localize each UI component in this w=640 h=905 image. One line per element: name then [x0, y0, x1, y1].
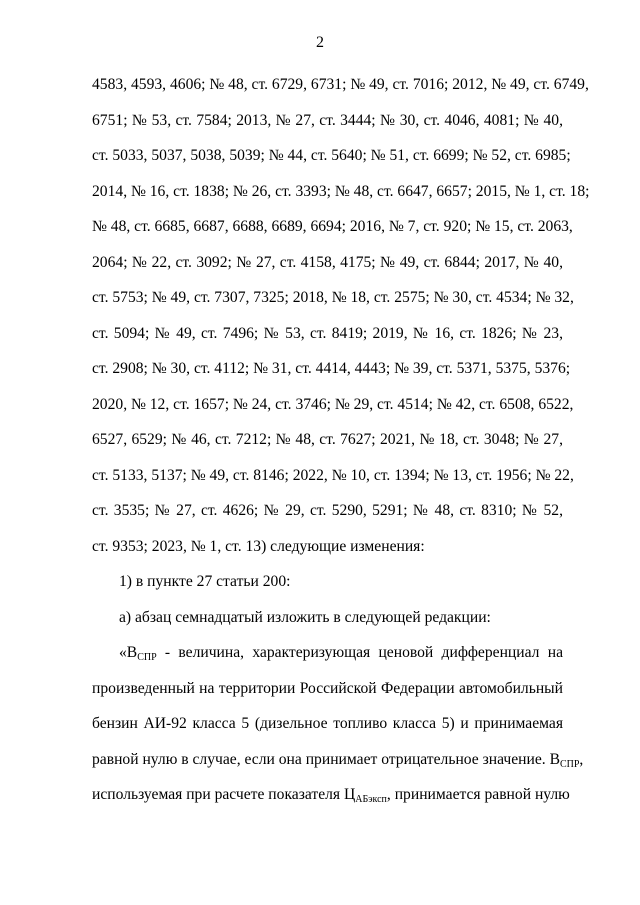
citation-line: ст. 9353; 2023, № 1, ст. 13) следующие изменения:: [92, 538, 425, 555]
subscript: СПР: [137, 652, 157, 663]
item-1: 1) в пункте 27 статьи 200:: [119, 573, 291, 590]
citation-line: 4583, 4593, 4606; № 48, ст. 6729, 6731; № 49, ст. 7016; 2012, № 49, ст. 6749,: [92, 76, 589, 93]
definition-text: используемая при расчете показателя Ц: [92, 786, 356, 803]
citation-line: 6751; № 53, ст. 7584; 2013, № 27, ст. 3444; № 30, ст. 4046, 4081; № 40,: [92, 112, 563, 129]
definition-line-5: [92, 785, 570, 805]
page-number: 2: [316, 34, 324, 51]
citation-line: 2014, № 16, ст. 1838; № 26, ст. 3393; № 48, ст. 6647, 6657; 2015, № 1, ст. 18;: [92, 183, 590, 200]
citation-line: ст. 5133, 5137; № 49, ст. 8146; 2022, № 10, ст. 1394; № 13, ст. 1956; № 22,: [92, 467, 574, 484]
definition-line-4: [92, 750, 584, 770]
citation-line: ст. 5033, 5037, 5038, 5039; № 44, ст. 5640; № 51, ст. 6699; № 52, ст. 6985;: [92, 147, 571, 164]
citation-line: ст. 3535; № 27, ст. 4626; № 29, ст. 5290, 5291; № 48, ст. 8310; № 52,: [92, 502, 563, 519]
definition-line-1: [119, 643, 563, 663]
definition-text: , принимается равной нулю: [386, 786, 570, 803]
citation-line: 2064; № 22, ст. 3092; № 27, ст. 4158, 4175; № 49, ст. 6844; 2017, № 40,: [92, 254, 563, 271]
subscript: АБэксп: [355, 794, 387, 805]
definition-symbol: «В: [119, 644, 138, 661]
definition-text: - величина, характеризующая ценовой дифференциал на: [156, 644, 563, 661]
item-a: а) абзац семнадцатый изложить в следующей редакции:: [119, 609, 491, 626]
citation-line: 2020, № 12, ст. 1657; № 24, ст. 3746; № 29, ст. 4514; № 42, ст. 6508, 6522,: [92, 396, 574, 413]
citation-line: ст. 2908; № 30, ст. 4112; № 31, ст. 4414, 4443; № 39, ст. 5371, 5375, 5376;: [92, 360, 571, 377]
citation-line: ст. 5094; № 49, ст. 7496; № 53, ст. 8419; 2019, № 16, ст. 1826; № 23,: [92, 325, 563, 342]
citation-line: 6527, 6529; № 46, ст. 7212; № 48, ст. 7627; 2021, № 18, ст. 3048; № 27,: [92, 431, 563, 448]
citation-line: № 48, ст. 6685, 6687, 6688, 6689, 6694; 2016, № 7, ст. 920; № 15, ст. 2063,: [92, 218, 573, 235]
definition-text: равной нулю в случае, если она принимает отрицательное значение. В: [92, 751, 560, 768]
subscript: СПР: [559, 759, 580, 770]
citation-line: ст. 5753; № 49, ст. 7307, 7325; 2018, № 18, ст. 2575; № 30, ст. 4534; № 32,: [92, 289, 574, 306]
definition-text: ,: [579, 751, 584, 768]
definition-line-2: произведенный на территории Российской Федерации автомобильный: [92, 680, 563, 697]
definition-line-3: бензин АИ-92 класса 5 (дизельное топливо класса 5) и принимаемая: [92, 715, 563, 732]
